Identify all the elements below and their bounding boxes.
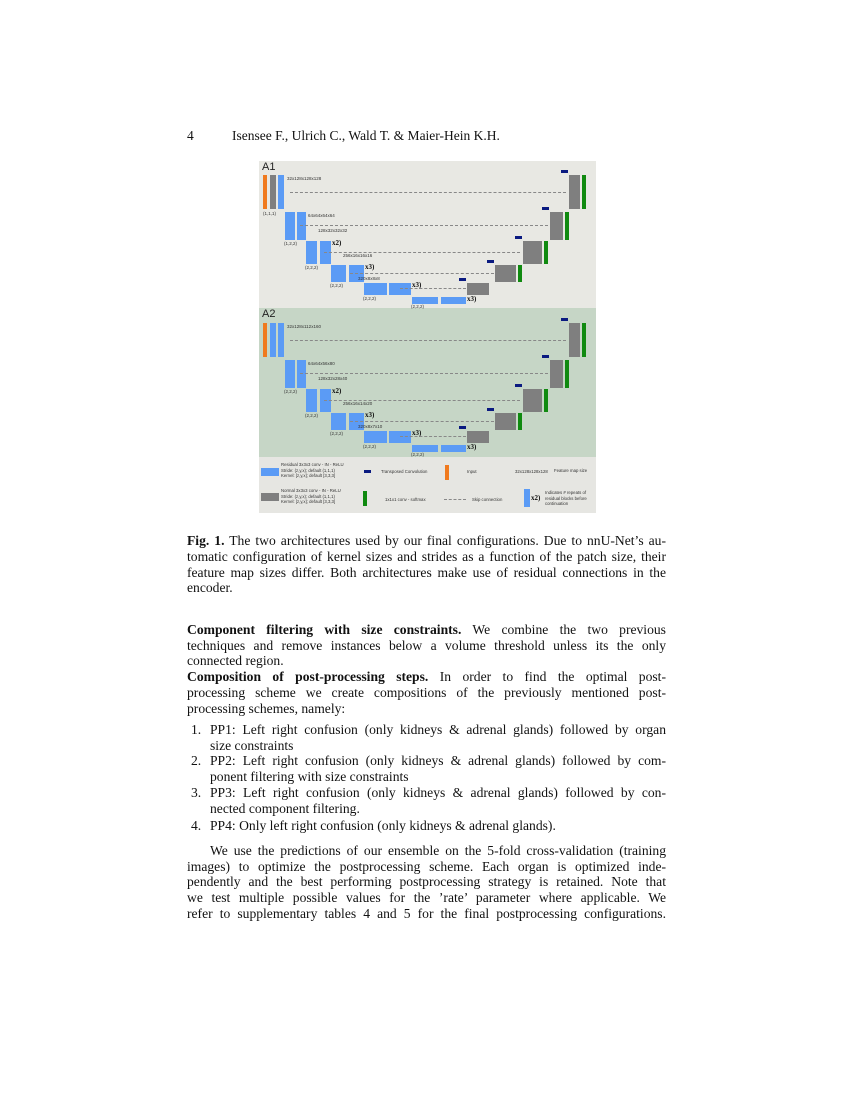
- caption-line: Fig. 1. The two architectures used by our final configurations. Due to nnU-Net’s au-: [187, 533, 666, 548]
- skip-connection: [400, 288, 466, 289]
- transposed-conv-icon: [487, 408, 494, 411]
- softmax-bar: [544, 389, 548, 412]
- section-line: Composition of post-processing steps. In order to find the optimal post-: [187, 669, 666, 684]
- residual-block: [412, 445, 438, 452]
- residual-block: [297, 360, 306, 388]
- residual-block: [389, 431, 411, 443]
- conv-block: [550, 212, 563, 240]
- stride-label: (2,2,2): [284, 389, 298, 394]
- feature-map-size: 64x64x56x80: [308, 361, 335, 366]
- residual-block-swatch: [261, 468, 279, 476]
- residual-block: [278, 323, 284, 357]
- residual-block: [331, 413, 346, 430]
- repeat-swatch: [524, 489, 530, 507]
- legend-softmax-text: 1x1x1 conv - softmax: [385, 497, 426, 502]
- panel-title: A2: [262, 308, 276, 320]
- residual-block: [306, 389, 317, 412]
- conv-block: [569, 323, 580, 357]
- transposed-conv-icon: [561, 318, 568, 321]
- residual-block: [297, 212, 306, 240]
- legend-residual-text: Residual 3x3x3 conv - IN - ReLU: [281, 462, 344, 467]
- softmax-bar: [518, 413, 522, 430]
- residual-block: [441, 297, 466, 304]
- softmax-bar: [565, 212, 569, 240]
- stride-label: (2,2,2): [330, 283, 344, 288]
- skip-connection: [300, 225, 548, 226]
- list-number: 1.: [191, 722, 202, 737]
- repeat-label: x3): [412, 281, 422, 289]
- legend-normal-text: Kernel: [z,y,x]; default [3,3,3]: [281, 499, 336, 504]
- legend-normal-text: Stride: (z,y,x); default (1,1,1): [281, 493, 335, 499]
- conv-block-swatch: [261, 493, 279, 501]
- conv-block: [467, 283, 489, 295]
- legend-fmap-example: 32x128x128x128: [515, 469, 548, 474]
- stride-label: (2,2,2): [330, 431, 344, 436]
- legend-residual-text: Stride: (z,y,x); default (1,1,1): [281, 467, 335, 473]
- conv-block: [523, 241, 542, 264]
- residual-block: [412, 297, 438, 304]
- input-stride-label: (1,1,1): [263, 211, 277, 216]
- transposed-conv-icon: [515, 384, 522, 387]
- list-item-line: nected component filtering.: [210, 801, 360, 816]
- transposed-conv-icon: [561, 170, 568, 173]
- legend-repeat-text: residual blocks before: [545, 495, 587, 501]
- input-bar: [263, 175, 267, 209]
- softmax-bar: [565, 360, 569, 388]
- softmax-bar: [518, 265, 522, 282]
- section-heading: Component filtering with size constraints.: [187, 622, 462, 637]
- skip-connection: [290, 340, 566, 341]
- conv-block: [467, 431, 489, 443]
- residual-block: [285, 360, 295, 388]
- feature-map-size: 32x128x112x160: [287, 324, 321, 329]
- skip-connection: [350, 421, 494, 422]
- feature-map-size: 320x8x8x8: [358, 276, 380, 281]
- panel-a2: [259, 308, 596, 457]
- caption-line: tomatic configuration of kernel sizes and strides as a function of the patch size, their: [187, 549, 666, 564]
- input-swatch: [445, 465, 449, 480]
- section-line: techniques and remove instances below a volume threshold unless its the only: [187, 638, 666, 653]
- skip-connection: [290, 192, 566, 193]
- repeat-label: x3): [365, 411, 375, 419]
- list-item-line: size constraints: [210, 738, 294, 753]
- stride-label: (2,2,2): [411, 304, 425, 309]
- feature-map-size: 320x8x7x10: [358, 424, 383, 429]
- repeat-label: x3): [365, 263, 375, 271]
- legend-transposed-text: Transposed Convolution: [381, 469, 428, 474]
- softmax-bar: [582, 175, 586, 209]
- softmax-bar: [582, 323, 586, 357]
- stride-label: (1,2,2): [284, 241, 298, 246]
- repeat-label: x3): [467, 295, 477, 303]
- conv-block: [523, 389, 542, 412]
- legend: [259, 457, 596, 513]
- paragraph-line: refer to supplementary tables 4 and 5 for the final postprocessing configurations.: [187, 906, 666, 921]
- legend-residual-text: Kernel: [z,y,x]; default [3,3,3]: [281, 473, 336, 478]
- list-item-line: PP3: Left right confusion (only kidneys & adrenal glands) followed by con-: [210, 785, 666, 800]
- transposed-conv-icon: [542, 355, 549, 358]
- caption-line: feature map sizes differ. Both architectures make use of residual connections in the: [187, 565, 666, 580]
- skip-swatch: [444, 499, 466, 500]
- stride-label: (2,2,2): [305, 265, 319, 270]
- conv-block: [495, 413, 516, 430]
- skip-connection: [350, 273, 494, 274]
- residual-block: [331, 265, 346, 282]
- paragraph-line: we test multiple possible values for the ’rate’ parameter where applicable. We: [187, 890, 666, 905]
- skip-connection: [400, 436, 466, 437]
- feature-map-size: 256x16x16x16: [343, 253, 373, 258]
- list-number: 2.: [191, 753, 202, 768]
- feature-map-size: 128x32x28x40: [318, 376, 348, 381]
- legend-repeat-text: Indicates # repeats of: [545, 490, 587, 495]
- residual-block: [306, 241, 317, 264]
- section-heading: Composition of post-processing steps.: [187, 669, 429, 684]
- skip-connection: [300, 373, 548, 374]
- panel-title: A1: [262, 161, 276, 173]
- softmax-swatch: [363, 491, 367, 506]
- feature-map-size: 32x128x128x128: [287, 176, 322, 181]
- repeat-label: x2): [332, 387, 342, 395]
- architecture-figure: [259, 160, 596, 513]
- repeat-label: x2): [332, 239, 342, 247]
- conv-block: [569, 175, 580, 209]
- transposed-conv-icon: [459, 278, 466, 281]
- legend-normal-text: Normal 3x3x3 conv - IN - ReLU: [281, 488, 341, 493]
- transposed-conv-icon: [515, 236, 522, 239]
- residual-block: [364, 283, 387, 295]
- stride-label: (2,2,2): [305, 413, 319, 418]
- caption-line: encoder.: [187, 580, 233, 595]
- list-number: 4.: [191, 818, 202, 833]
- list-number: 3.: [191, 785, 202, 800]
- stride-label: (2,2,2): [363, 296, 377, 301]
- figure-label: Fig. 1.: [187, 533, 225, 548]
- legend-repeat-text: continuation: [545, 501, 569, 506]
- section-line: processing scheme we create compositions of the previously mentioned post-: [187, 685, 666, 700]
- page-number: 4: [187, 128, 194, 143]
- running-header: Isensee F., Ulrich C., Wald T. & Maier-Hein K.H.: [232, 128, 500, 143]
- feature-map-size: 256x16x14x20: [343, 401, 373, 406]
- list-item-line: PP2: Left right confusion (only kidneys & adrenal glands) followed by com-: [210, 753, 666, 768]
- legend-repeat-mult: x2): [531, 494, 541, 502]
- section-line: connected region.: [187, 653, 284, 668]
- input-bar: [263, 323, 267, 357]
- conv-block: [550, 360, 563, 388]
- conv-block: [270, 175, 276, 209]
- panel-a1: [259, 161, 596, 308]
- legend-skip-text: Skip connection: [472, 497, 503, 502]
- legend-input-text: Input: [467, 469, 477, 474]
- feature-map-size: 64x64x64x64: [308, 213, 335, 218]
- stride-label: (2,2,2): [411, 452, 425, 457]
- list-item-line: ponent filtering with size constraints: [210, 769, 409, 784]
- paragraph-line: We use the predictions of our ensemble on the 5-fold cross-validation (training: [210, 843, 666, 858]
- transposed-conv-icon: [364, 470, 371, 473]
- residual-block: [389, 283, 411, 295]
- residual-block: [278, 175, 284, 209]
- conv-block: [495, 265, 516, 282]
- residual-block: [364, 431, 387, 443]
- residual-block: [285, 212, 295, 240]
- section-line: Component filtering with size constraints. We combine the two previous: [187, 622, 666, 637]
- transposed-conv-icon: [542, 207, 549, 210]
- repeat-label: x3): [412, 429, 422, 437]
- list-item-line: PP1: Left right confusion (only kidneys & adrenal glands) followed by organ: [210, 722, 666, 737]
- stride-label: (2,2,2): [363, 444, 377, 449]
- transposed-conv-icon: [459, 426, 466, 429]
- paragraph-line: pendently and the best performing postprocessing strategy is retained. Note that: [187, 874, 666, 889]
- list-item-line: PP4: Only left right confusion (only kidneys & adrenal glands).: [210, 818, 556, 833]
- residual-block: [270, 323, 276, 357]
- repeat-label: x3): [467, 443, 477, 451]
- softmax-bar: [544, 241, 548, 264]
- legend-fmap-text: Feature map size: [554, 468, 588, 473]
- paragraph-line: images) to optimize the postprocessing scheme. Each organ is optimized inde-: [187, 859, 666, 874]
- residual-block: [441, 445, 466, 452]
- transposed-conv-icon: [487, 260, 494, 263]
- feature-map-size: 128x32x32x32: [318, 228, 348, 233]
- section-line: processing schemes, namely:: [187, 701, 346, 716]
